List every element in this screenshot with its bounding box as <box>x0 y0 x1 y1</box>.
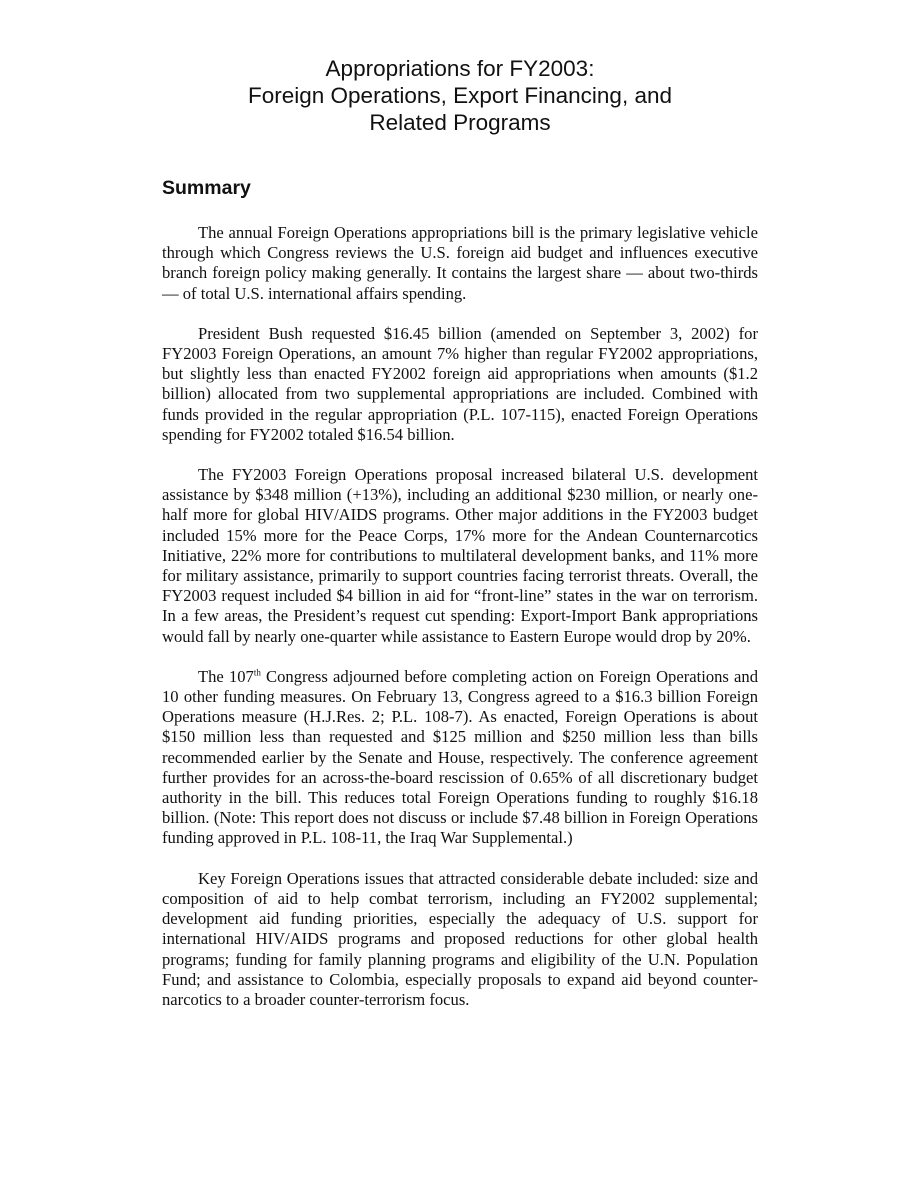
title-line-3: Related Programs <box>369 110 551 135</box>
summary-paragraph-2: President Bush requested $16.45 billion (amended on September 3, 2002) for FY2003 Foreign Operations, an amount 7% higher than regular FY2002 appropriations, but slightly less than enacted FY2002 foreign aid appropriations when amounts ($1.2 billion) allocated from two supplemental appropriations are included. Combined with funds provided in the regular appropriation (P.L. 107-115), enacted Foreign Operations spending for FY2002 totaled $16.54 billion. <box>162 323 758 444</box>
summary-paragraph-4 <box>162 667 758 849</box>
title-line-2: Foreign Operations, Export Financing, and <box>248 83 672 108</box>
title-line-1: Appropriations for FY2003: <box>325 56 595 81</box>
summary-paragraph-5: Key Foreign Operations issues that attracted considerable debate included: size and composition of aid to help combat terrorism, including an FY2002 supplemental; development aid funding priorities, especially the adequacy of U.S. support for international HIV/AIDS programs and proposed reductions for other global health programs; funding for family planning programs and eligibility of the U.N. Population Fund; and assistance to Colombia, especially proposals to expand aid beyond counter-narcotics to a broader counter-terrorism focus. <box>162 868 758 1009</box>
document-title <box>162 55 758 136</box>
document-page <box>162 55 758 1010</box>
summary-paragraph-1: The annual Foreign Operations appropriations bill is the primary legislative vehicle through which Congress reviews the U.S. foreign aid budget and influences executive branch foreign policy making generally. It contains the largest share — about two-thirds — of total U.S. international affairs spending. <box>162 223 758 303</box>
summary-paragraph-3: The FY2003 Foreign Operations proposal increased bilateral U.S. development assistance by $348 million (+13%), including an additional $230 million, or nearly one-half more for global HIV/AIDS programs. Other major additions in the FY2003 budget included 15% more for the Peace Corps, 17% more for the Andean Counternarcotics Initiative, 22% more for contributions to multilateral development banks, and 11% more for military assistance, primarily to support countries facing terrorist threats. Overall, the FY2003 request included $4 billion in aid for “front-line” states in the war on terrorism. In a few areas, the President’s request cut spending: Export-Import Bank appropriations would fall by nearly one-quarter while assistance to Eastern Europe would drop by 20%. <box>162 465 758 646</box>
paragraph-4-lead: The 107 <box>198 666 254 686</box>
ordinal-superscript: th <box>253 667 261 678</box>
section-heading-summary: Summary <box>162 177 251 199</box>
paragraph-4-rest: Congress adjourned before completing action on Foreign Operations and 10 other funding measures. On February 13, Congress agreed to a $16.3 billion Foreign Operations measure (H.J.Res. 2; P.L. 108-7). As enacted, Foreign Operations is about $150 million less than requested and $125 million and $250 million less than bills recommended earlier by the Senate and House, respectively. The conference agreement further provides for an across-the-board rescission of 0.65% of all discretionary budget authority in the bill. This reduces total Foreign Operations funding to roughly $16.18 billion. (Note: This report does not discuss or include $7.48 billion in Foreign Operations funding approved in P.L. 108-11, the Iraq War Supplemental.) <box>162 666 758 848</box>
